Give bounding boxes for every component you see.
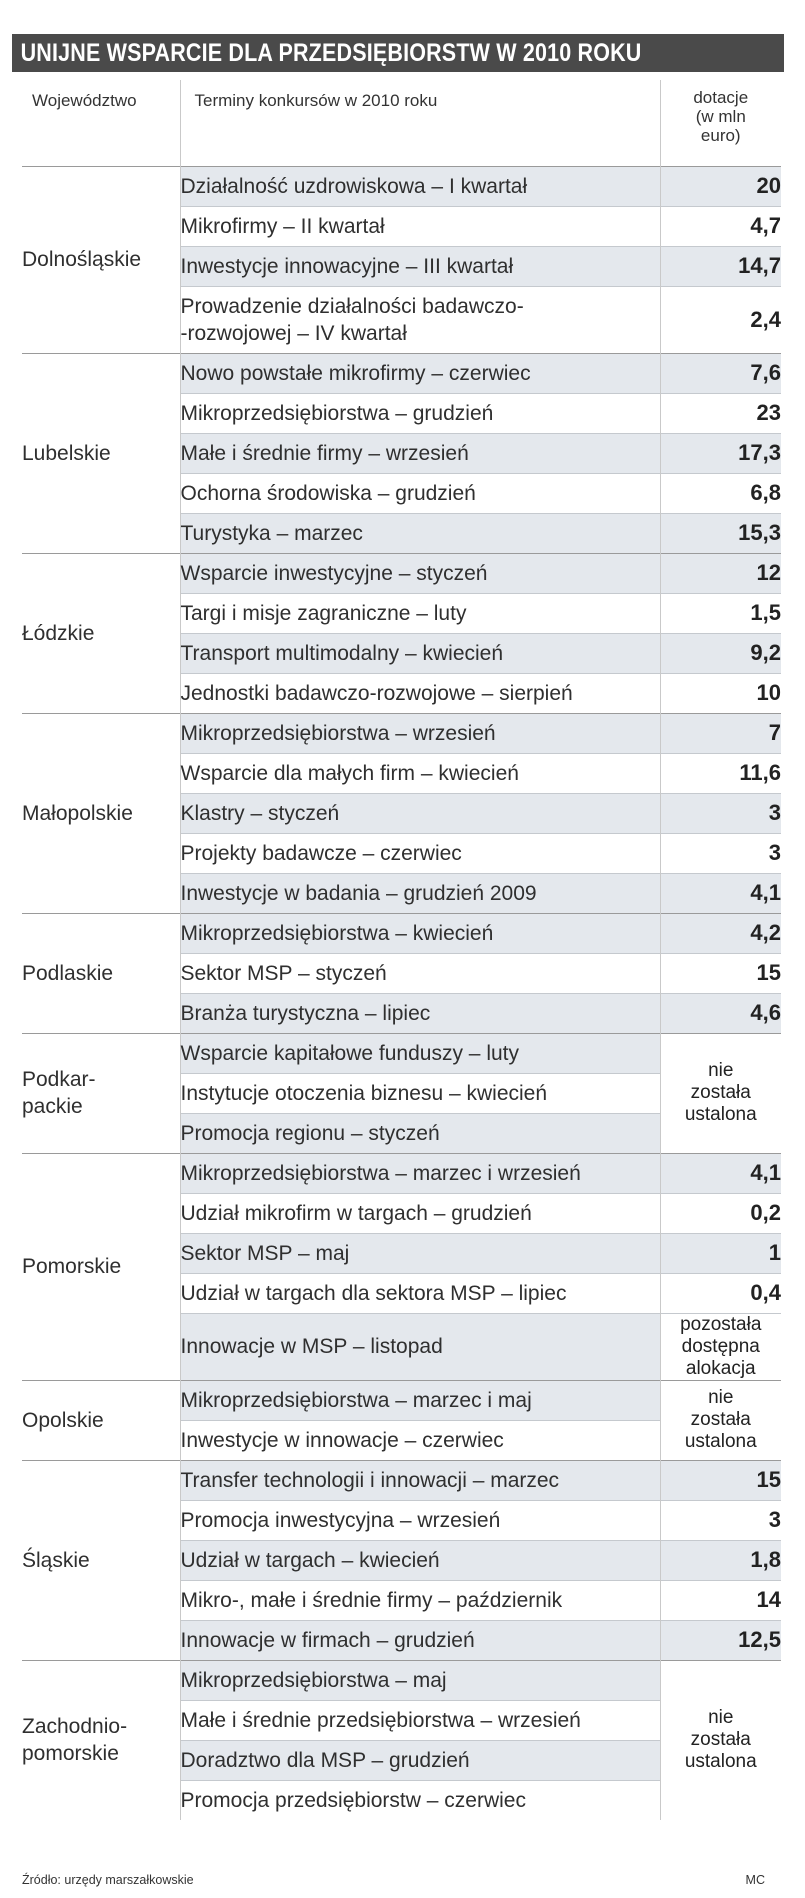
voivodeship-name-line: Podlaskie (22, 961, 114, 985)
voivodeship-name (22, 1153, 180, 1380)
grant-note-line: nie (708, 1387, 734, 1408)
grant-note-line: została (690, 1729, 751, 1750)
grant-note-line: ustalona (684, 1751, 757, 1772)
author-credit: MC (745, 1873, 765, 1887)
voivodeship-name-line: Dolnośląskie (22, 248, 142, 271)
competition-term: Sektor MSP – styczeń (180, 953, 660, 993)
header-competition-dates: Terminy konkursów w 2010 roku (180, 80, 660, 166)
competition-term: Mikro-, małe i średnie firmy – październik (180, 1580, 660, 1620)
competition-term: Turystyka – marzec (180, 513, 660, 553)
table-row (22, 166, 781, 206)
competition-term: Inwestycje innowacyjne – III kwartał (180, 246, 660, 286)
competition-term: Małe i średnie firmy – wrzesień (180, 433, 660, 473)
grant-value: 12,5 (660, 1620, 781, 1660)
table-row (22, 1460, 781, 1500)
grant-value: 7 (660, 713, 781, 753)
competition-term (180, 286, 660, 353)
grant-value: 3 (660, 793, 781, 833)
competition-term: Mikroprzedsiębiorstwa – marzec i maj (180, 1380, 660, 1420)
grant-note-line: została (690, 1082, 751, 1103)
competition-term-line: -rozwojowej – IV kwartał (180, 321, 407, 345)
voivodeship-name (22, 1380, 180, 1460)
table-row (22, 1660, 781, 1700)
grant-note-line: dostępna (681, 1335, 760, 1357)
voivodeship-name-line: Małopolskie (22, 801, 133, 825)
grant-not-set (660, 1380, 781, 1460)
grant-note-line: nie (708, 1707, 734, 1728)
grant-note (660, 1313, 781, 1380)
grant-value: 4,2 (660, 913, 781, 953)
competition-term: Mikroprzedsiębiorstwa – grudzień (180, 393, 660, 433)
table-row (22, 1380, 781, 1420)
grant-value: 1 (660, 1233, 781, 1273)
competition-term: Innowacje w firmach – grudzień (180, 1620, 660, 1660)
grant-value: 10 (660, 673, 781, 713)
voivodeship-name-line: Podkar- (22, 1068, 96, 1091)
competition-term-line: Prowadzenie działalności badawczo- (180, 294, 524, 318)
competition-term: Nowo powstałe mikrofirmy – czerwiec (180, 353, 660, 393)
grant-value: 2,4 (660, 286, 781, 353)
competition-term: Projekty badawcze – czerwiec (180, 833, 660, 873)
competition-term: Działalność uzdrowiskowa – I kwartał (180, 166, 660, 206)
title-bar (12, 34, 784, 72)
grant-note-line: pozostała (680, 1313, 762, 1335)
table-row (22, 353, 781, 393)
grant-value: 7,6 (660, 353, 781, 393)
grant-value: 15 (660, 1460, 781, 1500)
grant-value: 14 (660, 1580, 781, 1620)
grant-value: 0,2 (660, 1193, 781, 1233)
grant-value: 12 (660, 553, 781, 593)
voivodeship-name (22, 166, 180, 353)
voivodeship-name-line: packie (22, 1095, 83, 1118)
grant-value: 4,6 (660, 993, 781, 1033)
grant-value: 3 (660, 1500, 781, 1540)
competition-term: Udział w targach dla sektora MSP – lipiec (180, 1273, 660, 1313)
grant-value: 1,8 (660, 1540, 781, 1580)
grant-note-line: nie (708, 1060, 734, 1081)
competition-term: Doradztwo dla MSP – grudzień (180, 1740, 660, 1780)
competition-term: Wsparcie kapitałowe funduszy – luty (180, 1033, 660, 1073)
grant-value: 0,4 (660, 1273, 781, 1313)
header-voivodeship: Województwo (32, 91, 137, 110)
grant-value: 3 (660, 833, 781, 873)
header-grants-line: dotacje (693, 88, 749, 107)
voivodeship-name-line: Opolskie (22, 1408, 104, 1432)
header-grants-line: (w mln (695, 107, 746, 126)
grant-value: 1,5 (660, 593, 781, 633)
competition-term: Instytucje otoczenia biznesu – kwiecień (180, 1073, 660, 1113)
grant-value: 14,7 (660, 246, 781, 286)
table-row (22, 713, 781, 753)
table-row (22, 1153, 781, 1193)
grant-value: 15,3 (660, 513, 781, 553)
competition-term: Mikrofirmy – II kwartał (180, 206, 660, 246)
competition-term: Transport multimodalny – kwiecień (180, 633, 660, 673)
competition-term: Promocja regionu – styczeń (180, 1113, 660, 1153)
voivodeship-name-line: pomorskie (22, 1742, 119, 1765)
grant-value: 4,7 (660, 206, 781, 246)
header-grants-line: euro) (700, 126, 741, 145)
voivodeship-name (22, 713, 180, 913)
competition-term: Udział w targach – kwiecień (180, 1540, 660, 1580)
voivodeship-name-line: Pomorskie (22, 1255, 122, 1278)
competition-term: Innowacje w MSP – listopad (180, 1313, 660, 1380)
grant-not-set (660, 1033, 781, 1153)
voivodeship-name (22, 353, 180, 553)
voivodeship-name (22, 1460, 180, 1660)
grant-not-set (660, 1660, 781, 1820)
grant-value: 9,2 (660, 633, 781, 673)
voivodeship-name (22, 553, 180, 713)
table-row (22, 553, 781, 593)
grants-table (22, 80, 781, 1820)
header-grants (660, 80, 781, 166)
voivodeship-name (22, 1660, 180, 1820)
grant-value: 23 (660, 393, 781, 433)
competition-term: Klastry – styczeń (180, 793, 660, 833)
competition-term: Mikroprzedsiębiorstwa – maj (180, 1660, 660, 1700)
grant-note-line: ustalona (684, 1104, 757, 1125)
voivodeship-name-line: Zachodnio- (22, 1715, 128, 1738)
competition-term: Branża turystyczna – lipiec (180, 993, 660, 1033)
grant-note-line: alokacja (685, 1357, 756, 1379)
grant-value: 4,1 (660, 873, 781, 913)
grant-value: 11,6 (660, 753, 781, 793)
competition-term: Udział mikrofirm w targach – grudzień (180, 1193, 660, 1233)
source-note: Źródło: urzędy marszałkowskie (22, 1873, 194, 1887)
table-row (22, 1033, 781, 1073)
voivodeship-name-line: Śląskie (22, 1548, 90, 1572)
grant-value: 6,8 (660, 473, 781, 513)
competition-term: Ochorna środowiska – grudzień (180, 473, 660, 513)
competition-term: Inwestycje w innowacje – czerwiec (180, 1420, 660, 1460)
competition-term: Inwestycje w badania – grudzień 2009 (180, 873, 660, 913)
competition-term: Mikroprzedsiębiorstwa – wrzesień (180, 713, 660, 753)
competition-term: Wsparcie inwestycyjne – styczeń (180, 553, 660, 593)
competition-term: Jednostki badawczo-rozwojowe – sierpień (180, 673, 660, 713)
competition-term: Sektor MSP – maj (180, 1233, 660, 1273)
competition-term: Małe i średnie przedsiębiorstwa – wrzesień (180, 1700, 660, 1740)
grant-note-line: ustalona (684, 1431, 757, 1452)
competition-term: Targi i misje zagraniczne – luty (180, 593, 660, 633)
grant-value: 4,1 (660, 1153, 781, 1193)
competition-term: Mikroprzedsiębiorstwa – kwiecień (180, 913, 660, 953)
voivodeship-name-line: Łódzkie (22, 621, 95, 645)
competition-term: Wsparcie dla małych firm – kwiecień (180, 753, 660, 793)
grant-value: 17,3 (660, 433, 781, 473)
voivodeship-name-line: Lubelskie (22, 441, 111, 465)
grant-value: 15 (660, 953, 781, 993)
table-row (22, 913, 781, 953)
page-title: UNIJNE WSPARCIE DLA PRZEDSIĘBIORSTW W 2010 ROKU (20, 38, 642, 67)
grant-value: 20 (660, 166, 781, 206)
grant-note-line: została (690, 1409, 751, 1430)
table-header-row (22, 80, 781, 166)
voivodeship-name (22, 913, 180, 1033)
competition-term: Mikroprzedsiębiorstwa – marzec i wrzesień (180, 1153, 660, 1193)
table-body (22, 166, 781, 1820)
voivodeship-name (22, 1033, 180, 1153)
competition-term: Transfer technologii i innowacji – marzec (180, 1460, 660, 1500)
competition-term: Promocja inwestycyjna – wrzesień (180, 1500, 660, 1540)
competition-term: Promocja przedsiębiorstw – czerwiec (180, 1780, 660, 1820)
